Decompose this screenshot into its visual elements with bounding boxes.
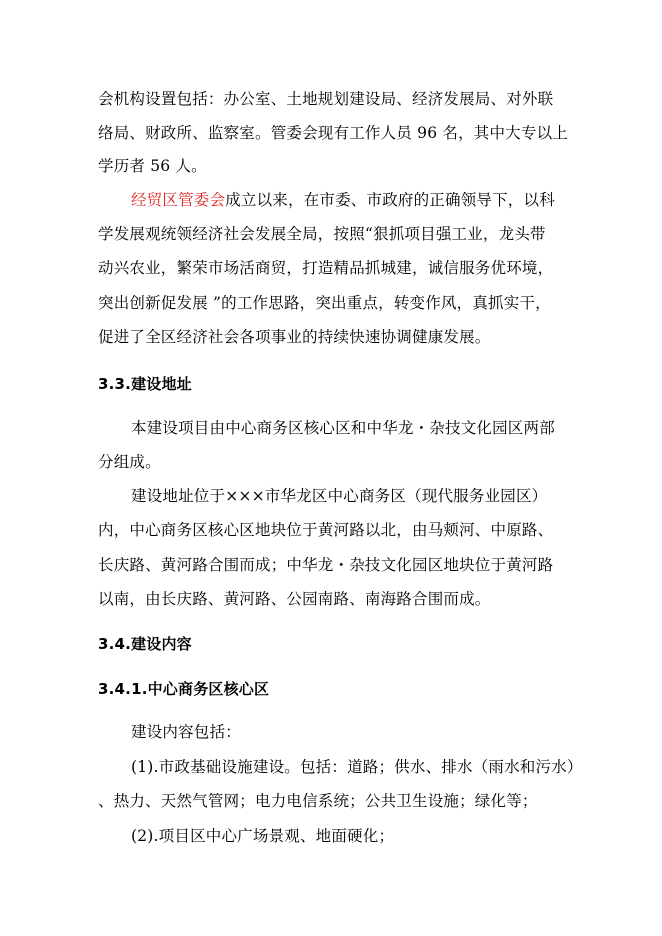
section-3-4-1-heading: 3.4.1.中心商务区核心区 <box>98 680 270 698</box>
list-item-1-line2: 、热力、天然气管网；电力电信系统；公共卫生设施；绿化等； <box>98 792 538 810</box>
highlighted-term: 经贸区管委会 <box>131 191 226 209</box>
section-3-4-1-intro: 建设内容包括： <box>131 723 241 741</box>
section-3-3-para2-line3: 长庆路、黄河路合围而成；中华龙・杂技文化园区地块位于黄河路 <box>98 556 554 574</box>
list-item-2-line1: (2).项目区中心广场景观、地面硬化； <box>131 827 395 845</box>
paragraph2-line1-text: 成立以来，在市委、市政府的正确领导下，以科 <box>225 191 555 209</box>
section-3-3-heading: 3.3.建设地址 <box>98 375 192 393</box>
section-3-3-para2-line2: 内，中心商务区核心区地块位于黄河路以北，由马颊河、中原路、 <box>98 521 554 539</box>
paragraph1-line2: 络局、财政所、监察室。管委会现有工作人员 96 名，其中大专以上 <box>98 124 568 142</box>
section-3-3-para1-line1: 本建设项目由中心商务区核心区和中华龙・杂技文化园区两部 <box>131 419 555 437</box>
paragraph2-line1 <box>131 189 555 211</box>
paragraph2-line2: 学发展观统领经济社会发展全局，按照“狠抓项目强工业，龙头带 <box>98 225 546 243</box>
paragraph2-line3: 动兴农业，繁荣市场活商贸，打造精品抓城建，诚信服务优环境， <box>98 259 554 277</box>
section-3-4-heading: 3.4.建设内容 <box>98 635 192 653</box>
section-3-3-para1-line2: 分组成。 <box>98 453 161 471</box>
list-item-1-line1: (1).市政基础设施建设。包括：道路；供水、排水（雨水和污水） <box>131 758 583 776</box>
paragraph2-line5: 促进了全区经济社会各项事业的持续快速协调健康发展。 <box>98 328 491 346</box>
paragraph1-line3: 学历者 56 人。 <box>98 157 207 175</box>
paragraph1-line1: 会机构设置包括：办公室、土地规划建设局、经济发展局、对外联 <box>98 90 554 108</box>
section-3-3-para2-line4: 以南，由长庆路、黄河路、公园南路、南海路合围而成。 <box>98 590 491 608</box>
section-3-3-para2-line1: 建设地址位于×××市华龙区中心商务区（现代服务业园区） <box>131 487 548 505</box>
paragraph2-line4: 突出创新促发展 ”的工作思路，突出重点，转变作风，真抓实干， <box>98 294 551 312</box>
